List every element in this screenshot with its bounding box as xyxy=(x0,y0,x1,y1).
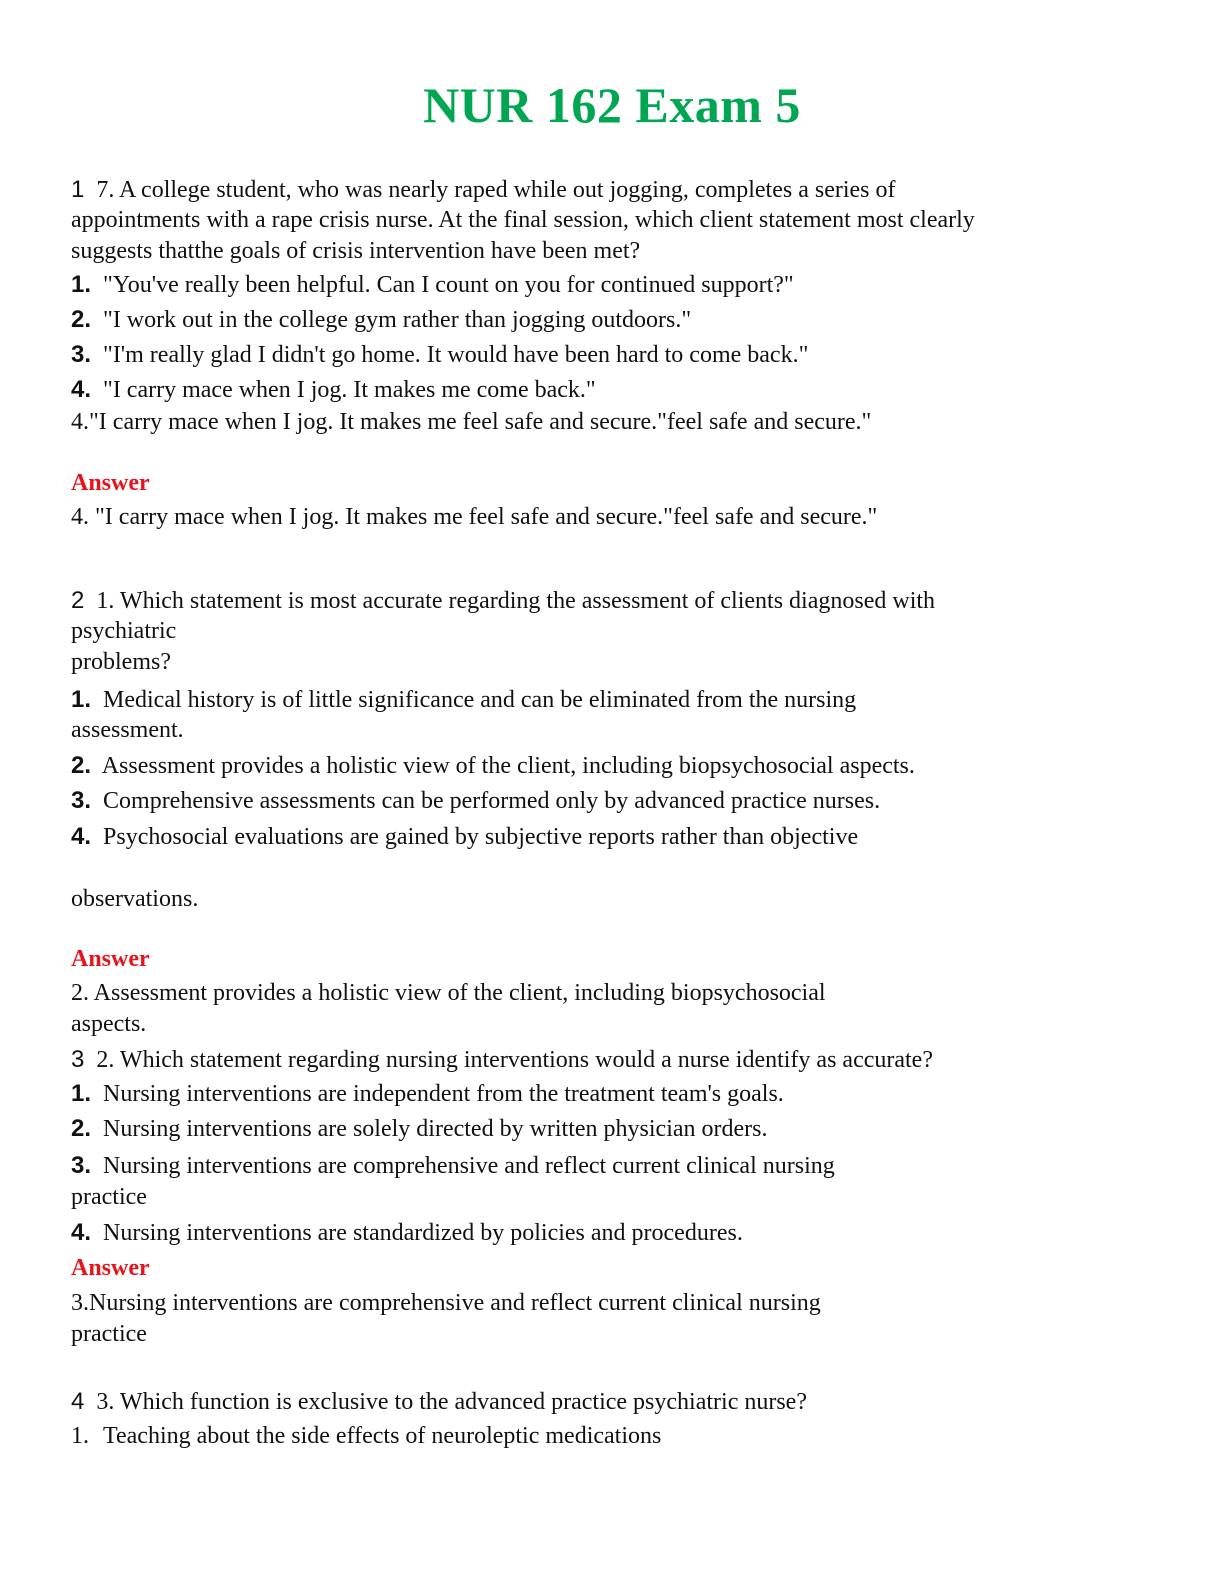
option: 3. Comprehensive assessments can be performed only by advanced practice nurses. xyxy=(71,787,881,814)
option: 2. Nursing interventions are solely directed by written physician orders. xyxy=(71,1115,768,1142)
question-1-stem-line: appointments with a rape crisis nurse. At the final session, which client statement most clearly xyxy=(71,207,975,233)
answer-text: 4. "I carry mace when I jog. It makes me feel safe and secure."feel safe and secure." xyxy=(71,504,878,530)
question-1-stem-line: suggests thatthe goals of crisis intervention have been met? xyxy=(71,238,641,264)
answer-text: 3.Nursing interventions are comprehensive and reflect current clinical nursing xyxy=(71,1290,821,1316)
answer-heading: Answer xyxy=(71,470,150,496)
question-2-stem-line: problems? xyxy=(71,649,171,675)
question-4-stem: 4 3. Which function is exclusive to the advanced practice psychiatric nurse? xyxy=(71,1388,807,1415)
answer-text: aspects. xyxy=(71,1011,147,1037)
question-1-stem: 1 7. A college student, who was nearly raped while out jogging, completes a series of xyxy=(71,176,896,203)
page-title: NUR 162 Exam 5 xyxy=(423,77,801,133)
option: 1. Nursing interventions are independent from the treatment team's goals. xyxy=(71,1080,784,1107)
option: 1. Teaching about the side effects of neuroleptic medications xyxy=(71,1423,662,1449)
option-extra: observations. xyxy=(71,886,199,912)
question-3-stem: 3 2. Which statement regarding nursing interventions would a nurse identify as accurate? xyxy=(71,1046,933,1073)
answer-text: 2. Assessment provides a holistic view of the client, including biopsychosocial xyxy=(71,980,826,1006)
option: 4. Psychosocial evaluations are gained by subjective reports rather than objective xyxy=(71,823,859,850)
question-number: 1 xyxy=(71,176,85,203)
option-continuation: assessment. xyxy=(71,717,184,743)
question-2-stem-line: psychiatric xyxy=(71,618,177,644)
option: 3. Nursing interventions are comprehensive and reflect current clinical nursing xyxy=(71,1152,835,1179)
option: 2. "I work out in the college gym rather than jogging outdoors." xyxy=(71,306,692,333)
option-extra: 4."I carry mace when I jog. It makes me feel safe and secure."feel safe and secure." xyxy=(71,409,872,435)
option: 3. "I'm really glad I didn't go home. It would have been hard to come back." xyxy=(71,341,809,368)
question-2-stem: 2 1. Which statement is most accurate regarding the assessment of clients diagnosed with xyxy=(71,587,936,614)
option: 1. Medical history is of little significance and can be eliminated from the nursing xyxy=(71,686,857,713)
option: 4. Nursing interventions are standardized by policies and procedures. xyxy=(71,1219,743,1246)
option: 4. "I carry mace when I jog. It makes me come back." xyxy=(71,376,596,403)
answer-heading: Answer xyxy=(71,946,150,972)
option: 2. Assessment provides a holistic view of the client, including biopsychosocial aspects. xyxy=(71,752,915,779)
answer-heading: Answer xyxy=(71,1255,150,1281)
option-continuation: practice xyxy=(71,1184,147,1210)
option: 1. "You've really been helpful. Can I count on you for continued support?" xyxy=(71,271,794,298)
answer-text: practice xyxy=(71,1321,147,1347)
